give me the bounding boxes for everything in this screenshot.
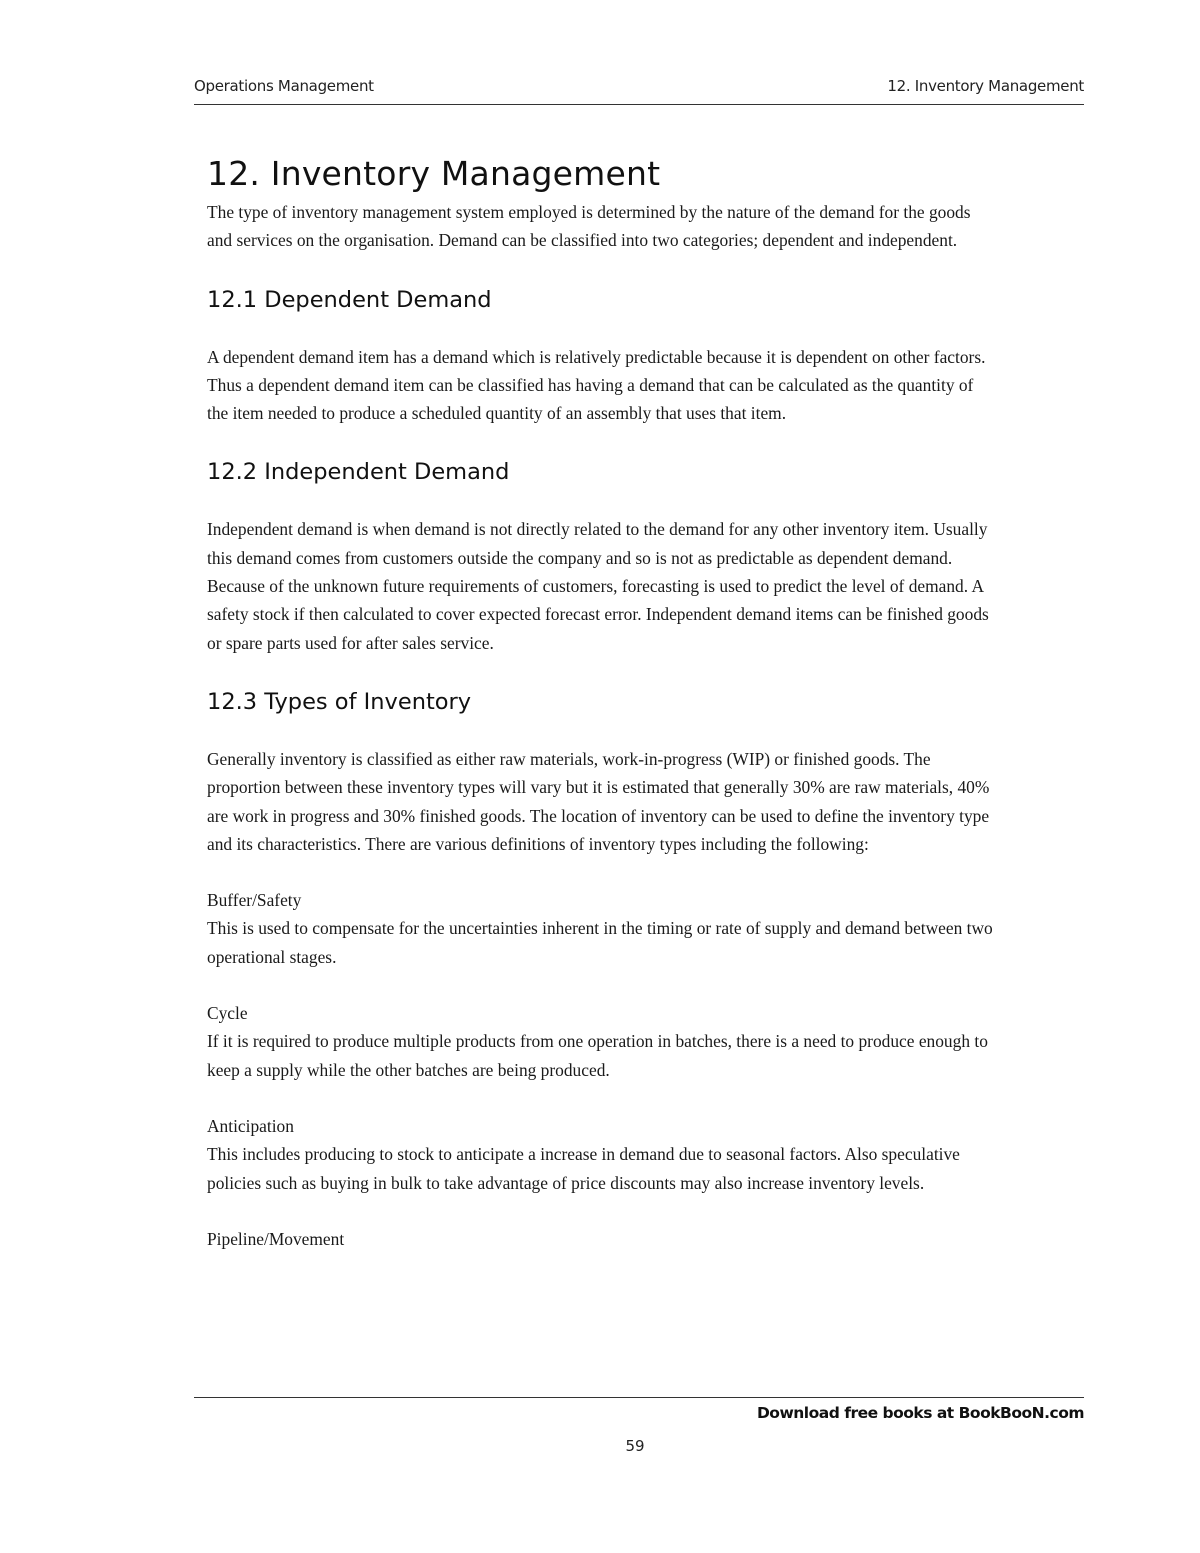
inventory-type-description: This is used to compensate for the uncertainties inherent in the timing or rate of supply and demand between two operational stages. <box>207 918 993 967</box>
chapter-title: 12. Inventory Management <box>207 154 661 193</box>
running-header <box>194 74 1084 98</box>
header-book-title: Operations Management <box>194 77 374 95</box>
section-heading-independent-demand: 12.2 Independent Demand <box>207 459 510 486</box>
section-body-independent-demand: Independent demand is when demand is not directly related to the demand for any other inventory item. Usually this demand comes from customers outside the company and so is not as predictable as dependent demand. Because of the unknown future requirements of customers, forecasting is used to predict the level of demand. A safety stock if then calculated to cover expected forecast error. Independent demand items can be finished goods or spare parts used for after sales service. <box>207 519 989 653</box>
inventory-type-name: Cycle <box>207 1003 248 1024</box>
section-heading-types-of-inventory: 12.3 Types of Inventory <box>207 688 472 715</box>
footer-rule <box>194 1397 1084 1398</box>
inventory-type-name: Buffer/Safety <box>207 890 302 911</box>
inventory-type-name: Anticipation <box>207 1115 294 1136</box>
inventory-type-description: This includes producing to stock to anticipate a increase in demand due to seasonal factors. Also speculative policies such as buying in bulk to take advantage of price discounts may also increase inventory levels. <box>207 1144 960 1193</box>
intro-paragraph: The type of inventory management system employed is determined by the nature of the demand for the goods and services on the organisation. Demand can be classified into two categories; dependent and independent. <box>207 202 971 251</box>
inventory-type-description: If it is required to produce multiple products from one operation in batches, there is a need to produce enough to keep a supply while the other batches are being produced. <box>207 1031 988 1080</box>
section-heading-dependent-demand: 12.1 Dependent Demand <box>207 286 492 313</box>
section-body-types-of-inventory: Generally inventory is classified as either raw materials, work-in-progress (WIP) or finished goods. The proportion between these inventory types will vary but it is estimated that generally 30% are raw materials, 40% are work in progress and 30% finished goods. The location of inventory can be used to define the inventory type and its characteristics. There are various definitions of inventory types including the following: <box>207 748 990 854</box>
header-rule <box>194 104 1084 105</box>
page-content <box>207 150 1027 1253</box>
inventory-type-name: Pipeline/Movement <box>207 1228 345 1249</box>
header-chapter-title: 12. Inventory Management <box>887 77 1084 95</box>
download-link[interactable]: Download free books at BookBooN.com <box>756 1404 1084 1422</box>
section-body-dependent-demand: A dependent demand item has a demand which is relatively predictable because it is dependent on other factors. Thus a dependent demand item can be classified has having a demand that can be calculated as the quantity of the item needed to produce a scheduled quantity of an assembly that uses that item. <box>207 346 986 424</box>
page-number: 59 <box>625 1437 645 1455</box>
